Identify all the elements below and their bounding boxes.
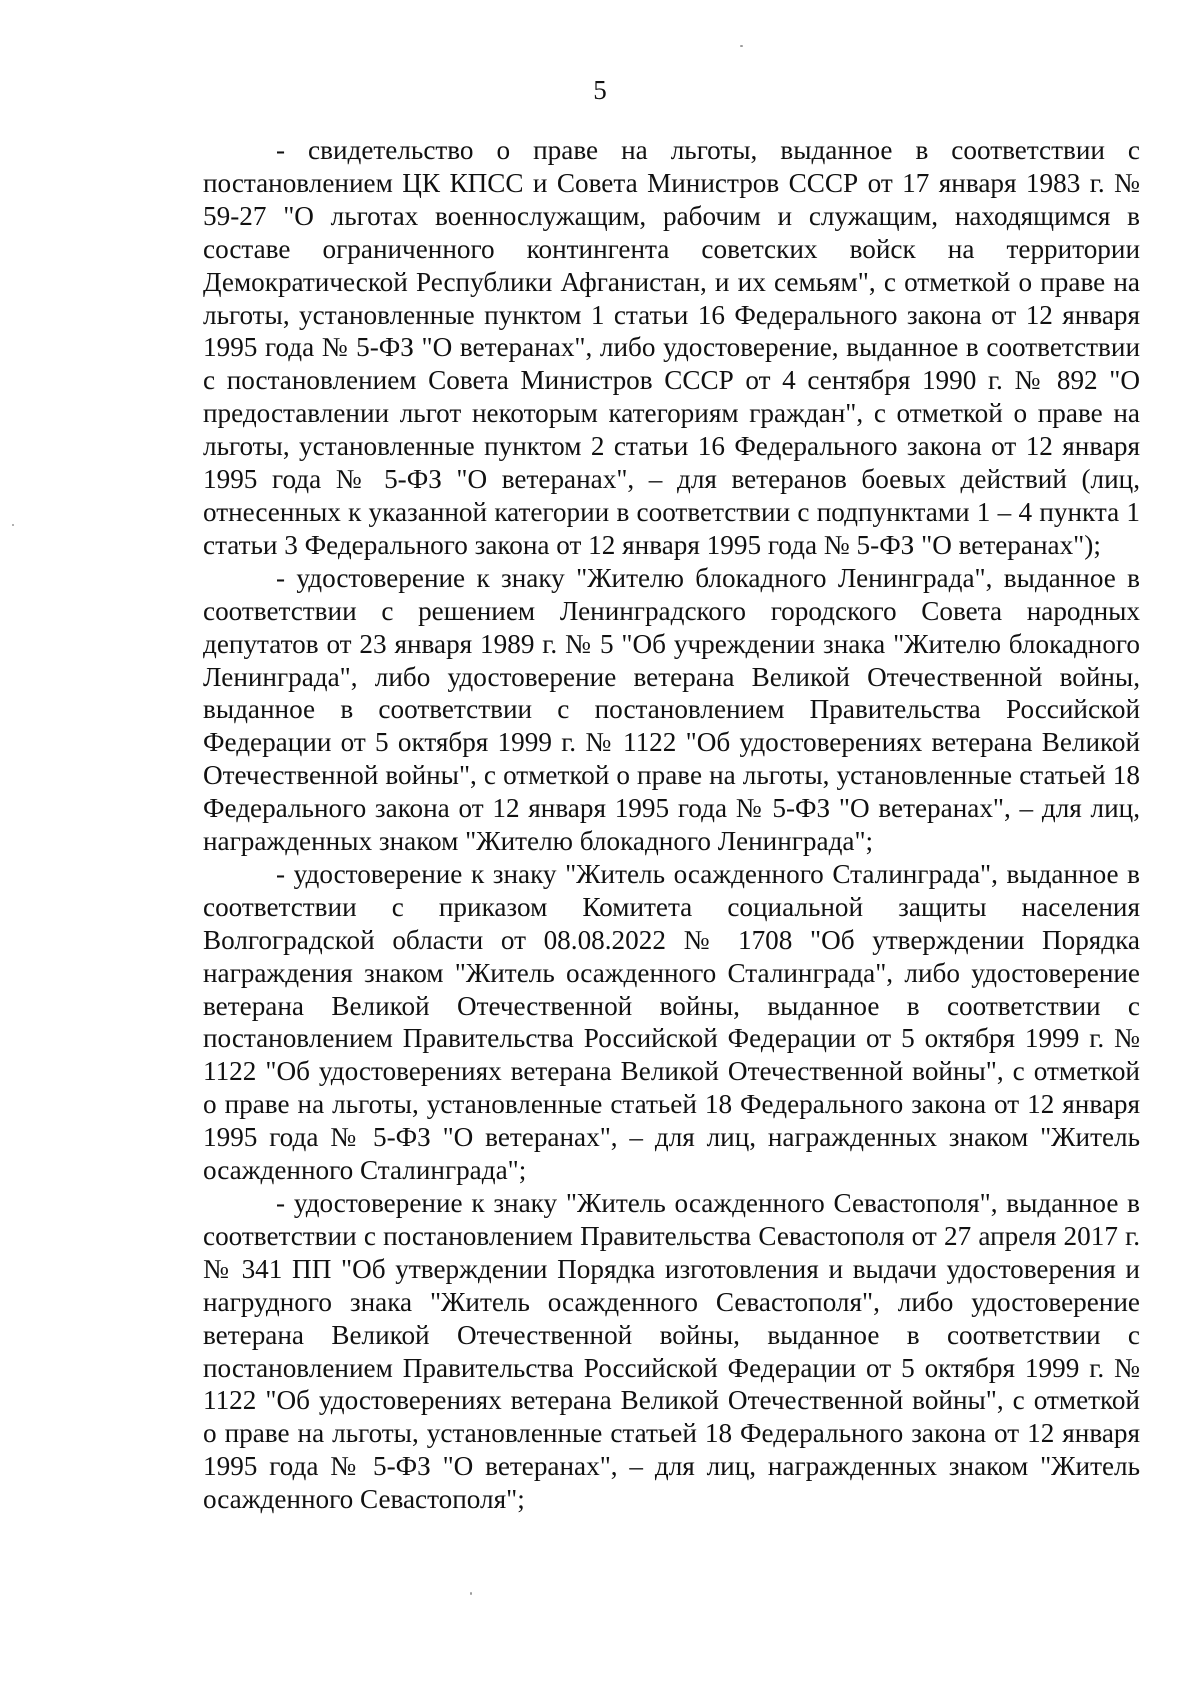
paragraph-stalingrad-certificate: - удостоверение к знаку "Житель осажденного Сталинграда", выданное в соответствии с приказом Комитета социальной защиты населения Волгоградской области от 08.08.2022 № 1708 "Об утверждении Порядка награждения знаком "Житель осажденного Сталинграда", либо удостоверение ветерана Великой Отечественной войны, выданное в соответствии с постановлением Правительства Российской Федерации от 5 октября 1999 г. № 1122 "Об удостоверениях ветерана Великой Отечественной войны", с отметкой о праве на льготы, установленные статьей 18 Федерального закона от 12 января 1995 года № 5-ФЗ "О ветеранах", – для лиц, награжденных знаком "Житель осажденного Сталинграда"; [203, 858, 1140, 1186]
paragraph-sevastopol-certificate: - удостоверение к знаку "Житель осажденного Севастополя", выданное в соответствии с постановлением Правительства Севастополя от 27 апреля 2017 г. № 341 ПП "Об утверждении Порядка изготовления и выдачи удостоверения и нагрудного знака "Житель осажденного Севастополя", либо удостоверение ветерана Великой Отечественной войны, выданное в соответствии с постановлением Правительства Российской Федерации от 5 октября 1999 г. № 1122 "Об удостоверениях ветерана Великой Отечественной войны", с отметкой о праве на льготы, установленные статьей 18 Федерального закона от 12 января 1995 года № 5-ФЗ "О ветеранах", – для лиц, награжденных знаком "Житель осажденного Севастополя"; [203, 1188, 1140, 1515]
paragraph-leningrad-certificate: - удостоверение к знаку "Жителю блокадного Ленинграда", выданное в соответствии с решением Ленинградского городского Совета народных депутатов от 23 января 1989 г. № 5 "Об учреждении знака "Жителю блокадного Ленинграда", либо удостоверение ветерана Великой Отечественной войны, выданное в соответствии с постановлением Правительства Российской Федерации от 5 октября 1999 г. № 1122 "Об удостоверениях ветерана Великой Отечественной войны", с отметкой о праве на льготы, установленные статьей 18 Федерального закона от 12 января 1995 года № 5-ФЗ "О ветеранах", – для лиц, награжденных знаком "Жителю блокадного Ленинграда"; [203, 562, 1140, 857]
scan-speck [12, 524, 14, 526]
scan-speck [470, 1592, 472, 1595]
paragraph-afghanistan-certificate: - свидетельство о праве на льготы, выданное в соответствии с постановлением ЦК КПСС и Совета Министров СССР от 17 января 1983 г. № 59-27 "О льготах военнослужащим, рабочим и служащим, находящимся в составе ограниченного контингента советских войск на территории Демократической Республики Афганистан, и их семьям", с отметкой о праве на льготы, установленные пунктом 1 статьи 16 Федерального закона от 12 января 1995 года № 5-ФЗ "О ветеранах", либо удостоверение, выданное в соответствии с постановлением Совета Министров СССР от 4 сентября 1990 г. № 892 "О предоставлении льгот некоторым категориям граждан", с отметкой о праве на льготы, установленные пунктом 2 статьи 16 Федерального закона от 12 января 1995 года № 5-ФЗ "О ветеранах", – для ветеранов боевых действий (лиц, отнесенных к указанной категории в соответствии с подпунктами 1 – 4 пункта 1 статьи 3 Федерального закона от 12 января 1995 года № 5-ФЗ "О ветеранах"); [203, 135, 1140, 560]
page-number: 5 [593, 75, 607, 105]
document-body [203, 134, 1140, 1516]
scan-speck [740, 45, 743, 47]
